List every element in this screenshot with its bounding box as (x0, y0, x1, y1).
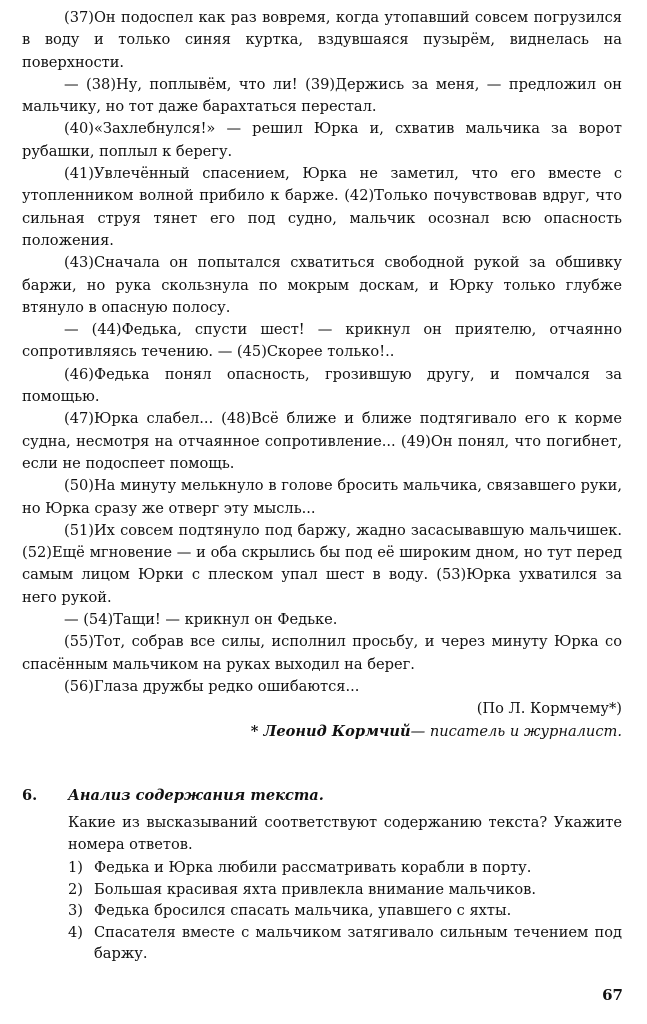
option-text: Федька и Юрка любили рассматривать корабли в порту. (94, 859, 532, 876)
paragraph: (41)Увлечённый спасением, Юрка не заметил, что его вместе с утопленником волной прибило к барже. (42)Только почувствовав вдруг, что сильная струя тянет его под судно, мальчик осознал всю опасность положения. (22, 165, 622, 249)
page-number: 67 (602, 986, 623, 1004)
paragraph: (56)Глаза дружбы редко ошибаются... (64, 677, 360, 695)
paragraph: (46)Федька понял опасность, грозившую другу, и помчался за помощью. (22, 365, 622, 406)
story-text (22, 7, 622, 743)
answer-option (68, 922, 622, 965)
task-question: Какие из высказываний соответствуют содержанию текста? Укажите номера ответов. (68, 814, 622, 853)
paragraph: (37)Он подоспел как раз вовремя, когда утопавший совсем погрузился в воду и только синяя куртка, вздувшаяся пузырём, виднелась на поверхности. (22, 9, 622, 71)
answer-option (68, 857, 622, 879)
paragraph: (43)Сначала он попытался схватиться свободной рукой за обшивку баржи, но рука скользнула по мокрым доскам, и Юрку только глубже втянуло в опасную полосу. (22, 254, 622, 316)
option-number: 3) (68, 902, 83, 919)
paragraph: — (38)Ну, поплывём, что ли! (39)Держись за меня, — предложил он мальчику, но тот даже барахтаться перестал. (22, 75, 622, 116)
option-number: 4) (68, 923, 83, 941)
paragraph: (55)Тот, собрав все силы, исполнил просьбу, и через минуту Юрка со спасённым мальчиком на руках выходил на берег. (22, 633, 622, 673)
paragraph: — (54)Тащи! — крикнул он Федьке. (64, 611, 338, 629)
footnote-description: — писатель и журналист. (410, 722, 622, 740)
task-heading (22, 785, 622, 809)
paragraph: (50)На минуту мелькнуло в голове бросить мальчика, связавшего руки, но Юрка сразу же отверг эту мысль... (22, 477, 622, 517)
paragraph: — (44)Федька, спусти шест! — крикнул он приятелю, отчаянно сопротивляясь течению. — (45)Скорее только!.. (22, 321, 622, 361)
paragraph: (51)Их совсем подтянуло под баржу, жадно засасывавшую мальчишек. (52)Ещё мгновение — и оба скрылись бы под её широким дном, но тут перед самым лицом Юрки с плеском упал шест в воду. (53)Юрка ухватился за него рукой. (22, 521, 622, 606)
option-text: Большая красивая яхта привлекла внимание мальчиков. (94, 880, 537, 898)
option-number: 1) (68, 859, 83, 876)
source-attribution: (По Л. Кормчему*) (476, 700, 622, 718)
paragraph: (47)Юрка слабел... (48)Всё ближе и ближе подтягивало его к корме судна, несмотря на отчаянное сопротивление... (49)Он понял, что погибнет, если не подоспеет помощь. (22, 410, 622, 472)
option-text: Спасателя вместе с мальчиком затягивало сильным течением под баржу. (94, 923, 622, 962)
option-number: 2) (68, 880, 83, 898)
task-6 (22, 785, 622, 965)
answer-option (68, 879, 622, 901)
paragraph: (40)«Захлебнулся!» — решил Юрка и, схватив мальчика за ворот рубашки, поплыл к берегу. (22, 120, 622, 160)
answer-option (68, 900, 622, 922)
task-body (68, 812, 622, 965)
task-title: Анализ содержания текста. (68, 787, 324, 804)
task-number: 6. (22, 787, 38, 804)
author-footnote (22, 721, 622, 743)
option-text: Федька бросился спасать мальчика, упавшего с яхты. (94, 902, 512, 919)
footnote-author-name: * Леонид Кормчий (250, 722, 411, 740)
